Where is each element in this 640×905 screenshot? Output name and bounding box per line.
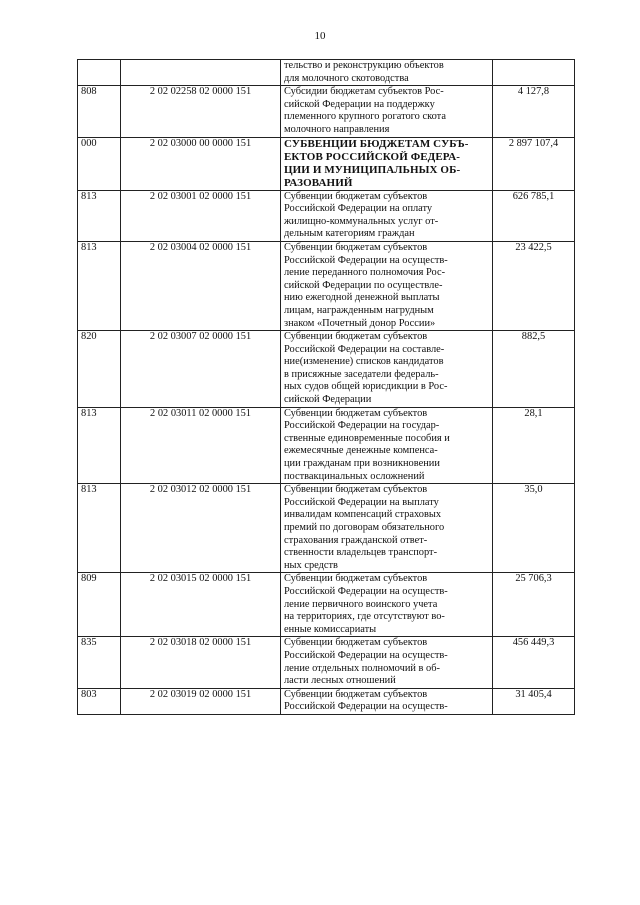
revenue-name-line: поствакцинальных осложнений xyxy=(284,470,425,482)
budget-classification-code-cell: 2 02 03018 02 0000 151 xyxy=(121,637,281,688)
revenue-name-line: ежемесячные денежные компенса- xyxy=(284,445,438,457)
table-row xyxy=(78,688,575,714)
admin-code-cell: 000 xyxy=(78,137,121,190)
amount-cell xyxy=(493,60,575,86)
revenue-name-line: молочного направления xyxy=(284,123,390,135)
revenue-name-line: Субвенции бюджетам субъектов xyxy=(284,573,428,585)
revenue-name-line: на территориях, где отсутствуют во- xyxy=(284,611,445,623)
table-row xyxy=(78,331,575,408)
revenue-name-line: знаком «Почетный донор России» xyxy=(284,317,436,329)
page-number: 10 xyxy=(314,30,326,42)
revenue-name-line: Российской Федерации на осуществ- xyxy=(284,649,448,661)
admin-code-cell: 809 xyxy=(78,573,121,637)
revenue-name-line: ции гражданам при возникновении xyxy=(284,458,440,470)
revenue-name-cell xyxy=(281,241,493,330)
amount-cell: 25 706,3 xyxy=(493,573,575,637)
admin-code-cell xyxy=(78,60,121,86)
amount-cell: 626 785,1 xyxy=(493,190,575,241)
table-row xyxy=(78,86,575,137)
table-row xyxy=(78,573,575,637)
revenue-name-cell xyxy=(281,86,493,137)
revenue-name-line: ЦИИ И МУНИЦИПАЛЬНЫХ ОБ- xyxy=(284,163,461,176)
revenue-name-cell xyxy=(281,688,493,714)
table-row xyxy=(78,190,575,241)
revenue-name-line: ных судов общей юрисдикции в Рос- xyxy=(284,381,448,393)
admin-code-cell: 813 xyxy=(78,241,121,330)
revenue-name-line: Российской Федерации на составле- xyxy=(284,343,445,355)
revenue-name-line: Российской Федерации на государ- xyxy=(284,420,440,432)
revenue-name-line: ЕКТОВ РОССИЙСКОЙ ФЕДЕРА- xyxy=(284,150,461,163)
revenue-name-cell xyxy=(281,331,493,408)
admin-code-cell: 813 xyxy=(78,190,121,241)
revenue-name-line: Российской Федерации на оплату xyxy=(284,203,433,215)
revenue-name-line: СУБВЕНЦИИ БЮДЖЕТАМ СУБЪ- xyxy=(284,137,469,150)
revenue-name-cell xyxy=(281,407,493,484)
revenue-name-line: лицам, награжденным нагрудным xyxy=(284,304,434,316)
revenue-name-line: дельным категориям граждан xyxy=(284,228,415,240)
revenue-name-line: Российской Федерации на выплату xyxy=(284,496,439,508)
table-row xyxy=(78,407,575,484)
revenue-name-line: Российской Федерации на осуществ- xyxy=(284,254,448,266)
table-row xyxy=(78,60,575,86)
revenue-name-line: енные комиссариаты xyxy=(284,623,377,635)
amount-cell: 456 449,3 xyxy=(493,637,575,688)
admin-code-cell: 808 xyxy=(78,86,121,137)
revenue-name-line: ственные единовременные пособия и xyxy=(284,432,450,444)
revenue-name-line: РАЗОВАНИЙ xyxy=(284,176,353,189)
revenue-name-line: Субвенции бюджетам субъектов xyxy=(284,190,428,202)
revenue-name-line: племенного крупного рогатого скота xyxy=(284,111,446,123)
admin-code-cell: 813 xyxy=(78,407,121,484)
revenue-name-line: Российской Федерации на осуществ- xyxy=(284,701,448,713)
table-row xyxy=(78,637,575,688)
revenue-name-line: ление первичного воинского учета xyxy=(284,598,438,610)
amount-cell: 23 422,5 xyxy=(493,241,575,330)
revenue-name-line: жилищно-коммунальных услуг от- xyxy=(284,215,439,227)
revenue-name-line: сийской Федерации xyxy=(284,394,372,406)
revenue-name-line: в присяжные заседатели федераль- xyxy=(284,368,439,380)
revenue-name-line: Субвенции бюджетам субъектов xyxy=(284,407,428,419)
revenue-name-line: ных средств xyxy=(284,559,338,571)
budget-classification-code-cell: 2 02 03007 02 0000 151 xyxy=(121,331,281,408)
budget-classification-code-cell: 2 02 03012 02 0000 151 xyxy=(121,484,281,573)
admin-code-cell: 835 xyxy=(78,637,121,688)
revenue-name-line: нию ежегодной денежной выплаты xyxy=(284,292,440,304)
amount-cell: 28,1 xyxy=(493,407,575,484)
revenue-name-line: ние(изменение) списков кандидатов xyxy=(284,356,444,368)
table-row xyxy=(78,137,575,190)
revenue-name-line: ление отдельных полномочий в об- xyxy=(284,662,441,674)
revenue-name-cell xyxy=(281,137,493,190)
amount-cell: 31 405,4 xyxy=(493,688,575,714)
amount-cell: 4 127,8 xyxy=(493,86,575,137)
revenue-name-line: сийской Федерации на поддержку xyxy=(284,98,435,110)
budget-classification-code-cell: 2 02 03001 02 0000 151 xyxy=(121,190,281,241)
budget-classification-code-cell xyxy=(121,60,281,86)
revenue-name-line: Субвенции бюджетам субъектов xyxy=(284,484,428,496)
revenue-name-line: ственности владельцев транспорт- xyxy=(284,547,438,559)
revenue-name-cell xyxy=(281,484,493,573)
budget-classification-code-cell: 2 02 03000 00 0000 151 xyxy=(121,137,281,190)
revenue-name-line: ление переданного полномочия Рос- xyxy=(284,267,446,279)
revenue-name-line: инвалидам компенсаций страховых xyxy=(284,509,442,521)
revenue-name-line: ласти лесных отношений xyxy=(284,675,396,687)
revenue-name-line: тельство и реконструкцию объектов xyxy=(284,60,444,71)
revenue-name-line: для молочного скотоводства xyxy=(284,72,409,84)
amount-cell: 35,0 xyxy=(493,484,575,573)
admin-code-cell: 803 xyxy=(78,688,121,714)
budget-classification-code-cell: 2 02 03015 02 0000 151 xyxy=(121,573,281,637)
budget-classification-code-cell: 2 02 02258 02 0000 151 xyxy=(121,86,281,137)
table-row xyxy=(78,241,575,330)
revenue-name-line: Субвенции бюджетам субъектов xyxy=(284,637,428,649)
budget-classification-code-cell: 2 02 03019 02 0000 151 xyxy=(121,688,281,714)
revenue-name-line: сийской Федерации по осуществле- xyxy=(284,279,443,291)
revenue-name-line: Субвенции бюджетам субъектов xyxy=(284,331,428,343)
amount-cell: 2 897 107,4 xyxy=(493,137,575,190)
revenue-name-cell xyxy=(281,637,493,688)
table-body xyxy=(78,60,575,715)
admin-code-cell: 820 xyxy=(78,331,121,408)
revenue-name-line: премий по договорам обязательного xyxy=(284,522,445,533)
amount-cell: 882,5 xyxy=(493,331,575,408)
revenue-name-line: Субвенции бюджетам субъектов xyxy=(284,688,428,700)
revenue-name-line: Субсидии бюджетам субъектов Рос- xyxy=(284,86,444,98)
table-row xyxy=(78,484,575,573)
budget-revenue-table xyxy=(77,59,575,715)
revenue-name-cell xyxy=(281,190,493,241)
revenue-name-cell xyxy=(281,573,493,637)
revenue-name-line: Российской Федерации на осуществ- xyxy=(284,585,448,597)
revenue-name-line: Субвенции бюджетам субъектов xyxy=(284,241,428,253)
budget-classification-code-cell: 2 02 03011 02 0000 151 xyxy=(121,407,281,484)
revenue-name-line: страхования гражданской ответ- xyxy=(284,534,428,546)
budget-classification-code-cell: 2 02 03004 02 0000 151 xyxy=(121,241,281,330)
revenue-name-cell xyxy=(281,60,493,86)
admin-code-cell: 813 xyxy=(78,484,121,573)
